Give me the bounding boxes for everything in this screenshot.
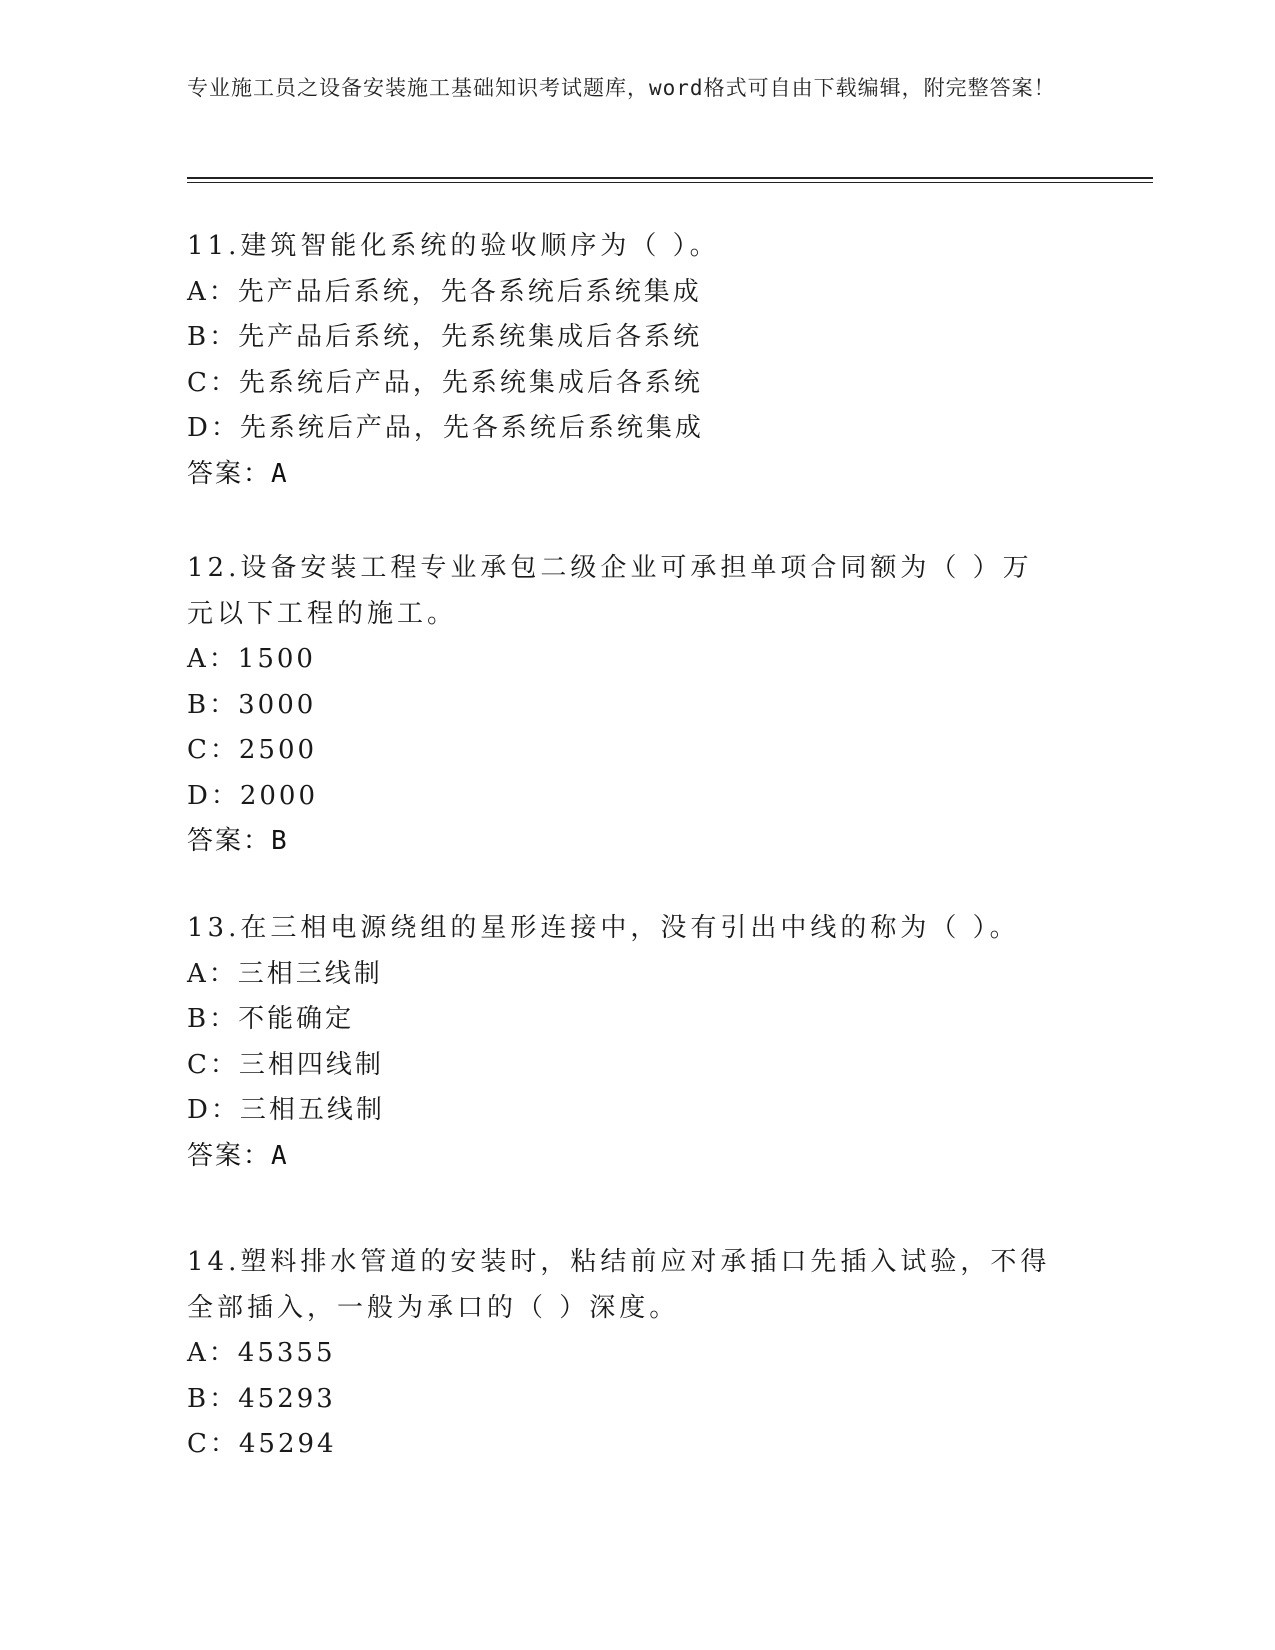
option-d: D：2000 [187,780,319,811]
option-d: D：三相五线制 [187,1095,385,1125]
question-stem: 13.在三相电源绕组的星形连接中，没有引出中线的称为（ ）。 [187,913,1020,943]
question-12 [187,546,1047,865]
question-stem: 11.建筑智能化系统的验收顺序为（ ）。 [187,231,720,261]
option-a: A：三相三线制 [187,958,383,989]
question-14 [187,1240,1067,1468]
question-stem: 12.设备安装工程专业承包二级企业可承担单项合同额为（ ）万元以下工程的施工。 [187,553,1033,629]
option-c: C：三相四线制 [187,1049,384,1080]
option-d: D：先系统后产品，先各系统后系统集成 [187,413,704,443]
question-11 [187,224,1087,497]
option-c: C：45294 [187,1429,337,1459]
option-a: A：45355 [187,1338,336,1368]
option-a: A：1500 [187,644,316,674]
answer-label: 答案：A [187,458,289,489]
answer-label: 答案：A [187,1140,289,1171]
option-b: B：3000 [187,689,317,720]
option-b: B：不能确定 [187,1004,355,1034]
option-c: C：2500 [187,735,318,765]
question-13 [187,906,1087,1179]
header-divider-thin [187,182,1153,183]
option-b: B：45293 [187,1383,336,1414]
option-c: C：先系统后产品，先系统集成后各系统 [187,367,703,398]
page-header: 专业施工员之设备安装施工基础知识考试题库，word格式可自由下载编辑，附完整答案！ [187,76,1056,100]
option-a: A：先产品后系统，先各系统后系统集成 [187,276,702,307]
question-stem: 14.塑料排水管道的安装时，粘结前应对承插口先插入试验，不得全部插入，一般为承口的（ ）深度。 [187,1247,1051,1323]
header-divider [187,177,1153,179]
option-b: B：先产品后系统，先系统集成后各系统 [187,322,703,352]
answer-label: 答案：B [187,826,289,856]
